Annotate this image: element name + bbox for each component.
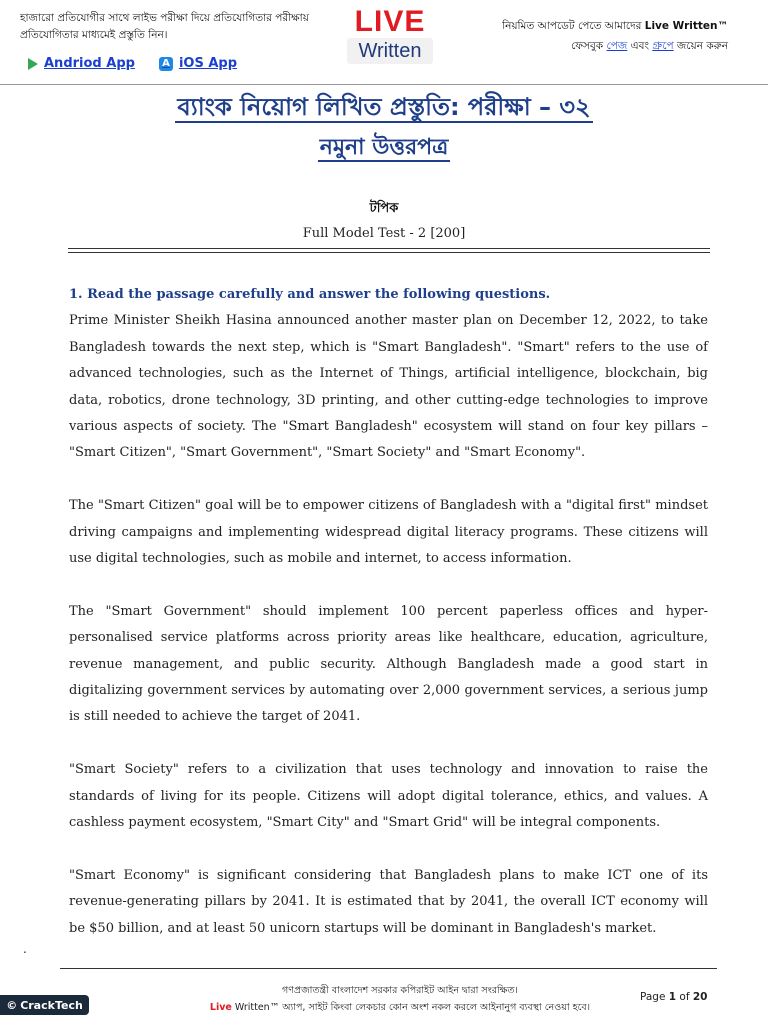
cracktech-watermark <box>0 995 89 1015</box>
social-line-2 <box>468 36 728 56</box>
header-divider <box>0 84 768 85</box>
page-of: of <box>676 991 693 1003</box>
stray-dot: . <box>23 942 27 956</box>
app-links <box>28 56 237 71</box>
tagline-line-2: প্রতিযোগিতার মাধ্যমেই প্রস্তুতি নিন। <box>20 29 168 41</box>
google-play-icon <box>28 58 38 70</box>
section-divider <box>68 248 710 253</box>
copyright-line-2 <box>150 999 650 1016</box>
passage-paragraph-4: "Smart Society" refers to a civilization that uses technology and innovation to raise the standards of living for its people. Citizens will adopt digital tolerance, ethics, and values. A cashless payment ecosystem, "Smart City" and "Smart Grid" will be integral components. <box>69 762 708 831</box>
cracktech-label: CrackTech <box>20 998 83 1012</box>
footer-copyright <box>150 982 650 1016</box>
topic-label: টপিক <box>369 201 399 216</box>
facebook-text: ফেসবুক <box>571 40 607 52</box>
page-total: 20 <box>692 991 708 1003</box>
footer-line-2-text: Written™ অ্যাপ, সাইট কিংবা লেকচার কোন অংশ নকল করলে আইনানুগ ব্যবস্থা নেওয়া হবে। <box>231 1002 591 1013</box>
app-store-icon: A <box>159 57 173 71</box>
header-tagline <box>20 10 320 44</box>
ios-app-label: iOS App <box>178 56 238 71</box>
page-number <box>640 991 708 1003</box>
logo-written-text: Written <box>347 38 433 64</box>
title-text: ব্যাংক নিয়োগ লিখিত প্রস্তুতি: পরীক্ষা – ৩২ <box>177 93 591 121</box>
live-written-logo <box>347 6 433 72</box>
passage-paragraph-5: "Smart Economy" is significant considering that Bangladesh plans to make ICT one of its revenue-generating pillars by 2041. It is estimated that by 2041, the overall ICT economy will be $50 billion, and at least 50 unicorn startups will be dominant in Bangladesh's market. <box>69 867 708 936</box>
facebook-group-link[interactable]: গ্রুপে <box>652 40 674 52</box>
page-prefix: Page <box>640 991 669 1003</box>
passage-paragraph-1: Prime Minister Sheikh Hasina announced another master plan on December 12, 2022, to take Bangladesh towards the next step, which is "Smart Bangladesh". "Smart" refers to the use of advanced technologies, such as the Internet of Things, artificial intelligence, blockchain, big data, robotics, drone technology, 3D printing, and other cutting-edge technologies to improve various aspects of society. The "Smart Bangladesh" ecosystem will stand on four key pillars – "Smart Citizen", "Smart Government", "Smart Society" and "Smart Economy". <box>69 313 708 461</box>
footer-live-brand: Live <box>209 1002 232 1013</box>
document-subtitle <box>0 132 768 164</box>
android-app-link[interactable] <box>28 56 135 71</box>
and-text: এবং <box>627 40 653 52</box>
document-header <box>0 0 768 86</box>
social-line-1-text: নিয়মিত আপডেট পেতে আমাদের <box>502 20 645 32</box>
topic-value: Full Model Test - 2 [200] <box>302 226 466 241</box>
social-line-1 <box>468 16 728 36</box>
android-app-label: Andriod App <box>44 56 135 71</box>
tagline-line-1: হাজারো প্রতিযোগীর সাথে লাইভ পরীক্ষা দিয়ে প্রতিযোগিতার পরীক্ষায় <box>20 12 309 24</box>
subtitle-text: নমুনা উত্তরপত্র <box>319 135 449 160</box>
passage-paragraph-3: The "Smart Government" should implement 100 percent paperless offices and hyper-personalised service platforms across priority areas like healthcare, education, agriculture, revenue management, and public security. Although Bangladesh made a good start in digitalizing government services by automating over 2,000 government services, a serious jump is still needed to achieve the target of 2041. <box>69 603 708 725</box>
ios-app-link[interactable] <box>159 56 237 71</box>
passage-content <box>69 282 708 968</box>
page-current: 1 <box>668 991 677 1003</box>
passage-paragraph-2: The "Smart Citizen" goal will be to empower citizens of Bangladesh with a "digital first" mindset driving campaigns and implementing widespread digital literacy programs. These citizens will use digital technologies, such as mobile and internet, to access information. <box>69 498 708 567</box>
copyright-line-1: গণপ্রজাতন্ত্রী বাংলাদেশ সরকার কপিরাইট আইন দ্বারা সংরক্ষিত। <box>282 985 518 996</box>
copyright-icon: © <box>6 998 18 1012</box>
brand-name: Live Written™ <box>644 20 728 32</box>
facebook-page-link[interactable]: পেজ <box>606 40 628 52</box>
header-social <box>468 16 728 56</box>
document-title <box>0 90 768 124</box>
footer-divider <box>60 968 717 969</box>
logo-live-text: LIVE <box>354 5 426 38</box>
question-heading: 1. Read the passage carefully and answer the following questions. <box>69 287 551 302</box>
join-text: জয়েন করুন <box>673 40 728 52</box>
